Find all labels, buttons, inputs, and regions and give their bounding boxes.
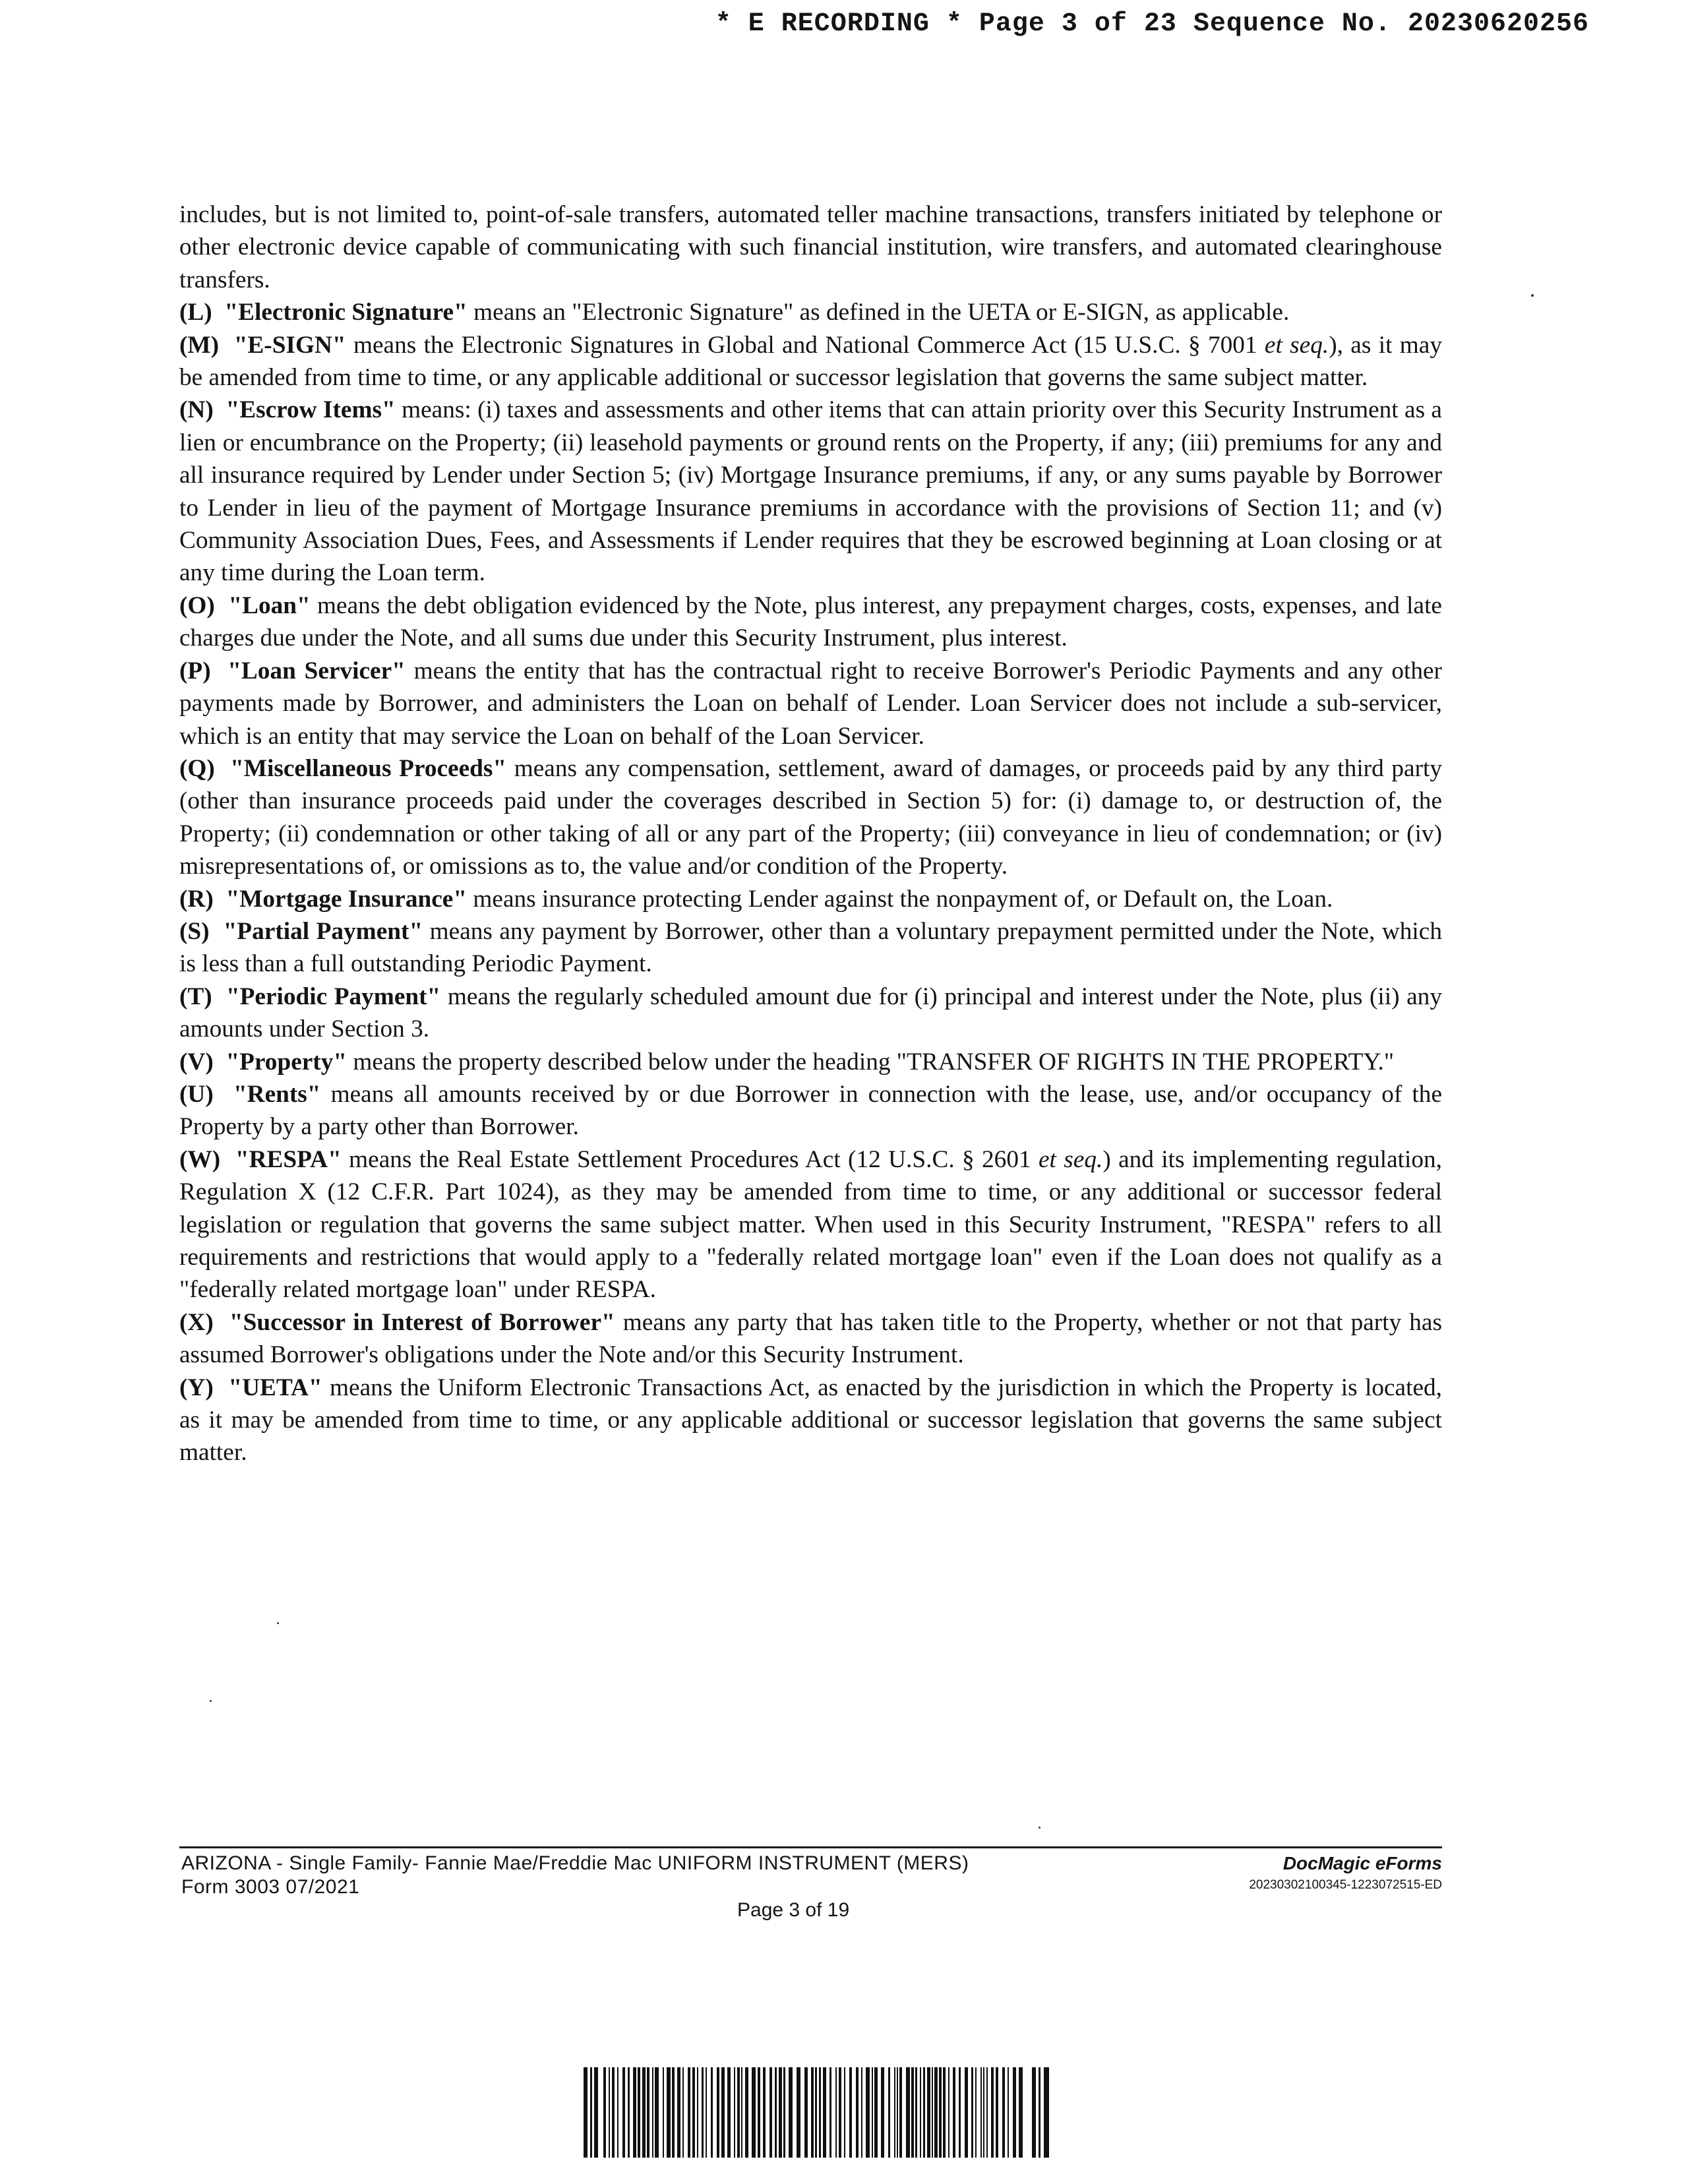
definition-text [214, 1374, 229, 1401]
definition-paragraph [179, 1306, 1442, 1372]
definition-term: "Mortgage Insurance" [226, 885, 467, 913]
definition-paragraph [179, 1078, 1442, 1143]
definition-term: (N) [179, 396, 214, 424]
definition-paragraph [179, 329, 1442, 394]
form-title: ARIZONA - Single Family- Fannie Mae/Freddie Mac UNIFORM INSTRUMENT (MERS) [181, 1852, 969, 1874]
definition-text [214, 1048, 226, 1076]
definition-text [214, 1081, 233, 1108]
definition-paragraph [179, 915, 1442, 981]
definition-term: "UETA" [228, 1374, 322, 1401]
definition-term: "Rents" [233, 1080, 321, 1108]
definition-text [212, 299, 225, 326]
definition-text: means the Uniform Electronic Transactions Act, as enacted by the jurisdiction in which the Property is located, as it may be amended from time to time, or any applicable additional or successor legislation that governs the same subject matter. [179, 1374, 1442, 1467]
form-number: Form 3003 07/2021 [181, 1876, 360, 1898]
definition-text: means insurance protecting Lender against the nonpayment of, or Default on, the Loan. [467, 885, 1333, 913]
definition-text: means the Real Estate Settlement Procedures Act (12 U.S.C. § 2601 [341, 1145, 1039, 1173]
definition-term: "RESPA" [235, 1145, 342, 1173]
definition-term: (W) [179, 1145, 221, 1173]
definition-term: (V) [179, 1048, 214, 1076]
definition-term: "Miscellaneous Proceeds" [230, 754, 507, 782]
definition-term: (P) [179, 657, 211, 684]
definition-term: "Property" [226, 1048, 347, 1076]
definition-text [212, 983, 226, 1010]
definition-text: means any party that has taken title to the Property, whether or not that party has assumed Borrower's obligations under the Note and/or this Security Instrument. [179, 1308, 1443, 1369]
definition-paragraph [179, 883, 1442, 915]
definition-text: ) and its implementing regulation, Regulation X (12 C.F.R. Part 1024), as they may be amended from time to time, or any additional or successor federal legislation or regulation that governs the same subject matter. When used in this Security Instrument, "RESPA" refers to all requirements and restrictions that would apply to a "federally related mortgage loan" even if the Loan does not qualify as a "federally related mortgage loan" under RESPA. [179, 1145, 1442, 1304]
definition-paragraph [179, 655, 1442, 752]
definition-text [214, 886, 226, 913]
definitions-body [179, 198, 1442, 1469]
definition-text [219, 332, 234, 359]
definition-term: "E-SIGN" [233, 331, 346, 359]
definition-term: (R) [179, 885, 214, 913]
footer-form-info [181, 1852, 969, 1899]
page-number: Page 3 of 19 [737, 1899, 850, 1921]
definition-term: "Escrow Items" [226, 396, 396, 424]
definition-term: "Loan" [228, 592, 311, 619]
definition-text: means all amounts received by or due Borrower in connection with the lease, use, and/or occupancy of the Property by a party other than Borrower. [179, 1080, 1442, 1141]
definition-paragraph [179, 1143, 1442, 1306]
definition-text [215, 592, 229, 619]
definition-term: "Periodic Payment" [226, 983, 441, 1010]
definition-text: means the Electronic Signatures in Global and National Commerce Act (15 U.S.C. § 7001 [346, 331, 1265, 359]
definition-paragraph [179, 1372, 1442, 1469]
definition-text: means the entity that has the contractual right to receive Borrower's Periodic Payments and any other payments made by Borrower, and administers the Loan on behalf of Lender. Loan Servicer does not include a sub-servicer, which is an entity that may service the Loan on behalf of the Loan Servicer. [179, 657, 1442, 750]
definition-term: (M) [179, 331, 220, 359]
definition-term: (Y) [179, 1374, 214, 1401]
scan-speck [210, 1700, 212, 1702]
definition-term: "Successor in Interest of Borrower" [229, 1308, 615, 1336]
definition-text: et seq. [1264, 331, 1329, 359]
definition-term: (X) [179, 1308, 214, 1336]
definition-term: "Loan Servicer" [227, 657, 406, 684]
definition-term: (O) [179, 592, 215, 619]
definition-text [210, 918, 224, 945]
scan-speck [1531, 294, 1534, 297]
definition-text [220, 1146, 235, 1173]
barcode-icon [584, 2067, 1050, 2158]
definition-paragraph [179, 296, 1442, 328]
definition-text [211, 657, 228, 684]
definition-text [214, 1309, 229, 1336]
definition-term: (L) [179, 299, 212, 326]
definition-paragraph [179, 590, 1442, 655]
brand-logo: DocMagic eForms [1282, 1853, 1442, 1873]
scan-speck [1039, 1827, 1040, 1829]
definition-text: means the property described below under the heading "TRANSFER OF RIGHTS IN THE PROPERTY." [347, 1048, 1395, 1076]
definition-text: means an "Electronic Signature" as defined in the UETA or E-SIGN, as applicable. [467, 299, 1290, 326]
definition-term: (Q) [179, 754, 215, 782]
definition-text: means the debt obligation evidenced by the Note, plus interest, any prepayment charges, costs, expenses, and late charges due under the Note, and all sums due under this Security Instrument, plus interest. [179, 592, 1442, 652]
definition-paragraph [179, 752, 1442, 883]
recording-header: * E RECORDING * Page 3 of 23 Sequence No. 20230620256 [715, 9, 1589, 39]
definition-paragraph [179, 394, 1442, 589]
definition-text: means any payment by Borrower, other than a voluntary prepayment permitted under the Note, which is less than a full outstanding Periodic Payment. [179, 917, 1442, 978]
definition-text: ), as it may be amended from time to time, or any applicable additional or successor legislation that governs the same subject matter. [179, 331, 1442, 392]
document-code: 20230302100345-1223072515-ED [1249, 1878, 1442, 1892]
definition-term: "Electronic Signature" [224, 299, 467, 326]
definition-text: includes, but is not limited to, point-of-sale transfers, automated teller machine transactions, transfers initiated by telephone or other electronic device capable of communicating with such financial institution, wire transfers, and automated clearinghouse transfers. [179, 201, 1442, 293]
definition-text [215, 755, 230, 782]
definition-term: (T) [179, 983, 212, 1010]
footer-divider [179, 1846, 1442, 1848]
scan-speck [277, 1622, 279, 1624]
definition-paragraph [179, 981, 1442, 1046]
definition-paragraph [179, 1046, 1442, 1078]
definition-text: means any compensation, settlement, award of damages, or proceeds paid by any third party (other than insurance proceeds paid under the coverages described in Section 5) for: (i) damage to, or destruction of, the Property; (ii) condemnation or other taking of all or any part of the Property; (iii) conveyance in lieu of condemnation; or (iv) misrepresentations of, or omissions as to, the value and/or condition of the Property. [179, 754, 1442, 880]
definition-term: (U) [179, 1080, 214, 1108]
definition-term: "Partial Payment" [223, 917, 423, 945]
definition-term: (S) [179, 917, 210, 945]
definition-paragraph [179, 198, 1442, 296]
definition-text: et seq. [1038, 1145, 1103, 1173]
definition-text [214, 396, 226, 423]
docmagic-brand [1249, 1853, 1442, 1893]
definition-text: means the regularly scheduled amount due for (i) principal and interest under the Note, plus (ii) any amounts under Section 3. [179, 983, 1442, 1043]
definition-text: means: (i) taxes and assessments and other items that can attain priority over this Security Instrument as a lien or encumbrance on the Property; (ii) leasehold payments or ground rents on the Property, if any; (iii) premiums for any and all insurance required by Lender under Section 5; (iv) Mortgage Insurance premiums, if any, or any sums payable by Borrower to Lender in lieu of the payment of Mortgage Insurance premiums in accordance with the provisions of Section 11; and (v) Community Association Dues, Fees, and Assessments if Lender requires that they be escrowed beginning at Loan closing or at any time during the Loan term. [179, 396, 1442, 587]
